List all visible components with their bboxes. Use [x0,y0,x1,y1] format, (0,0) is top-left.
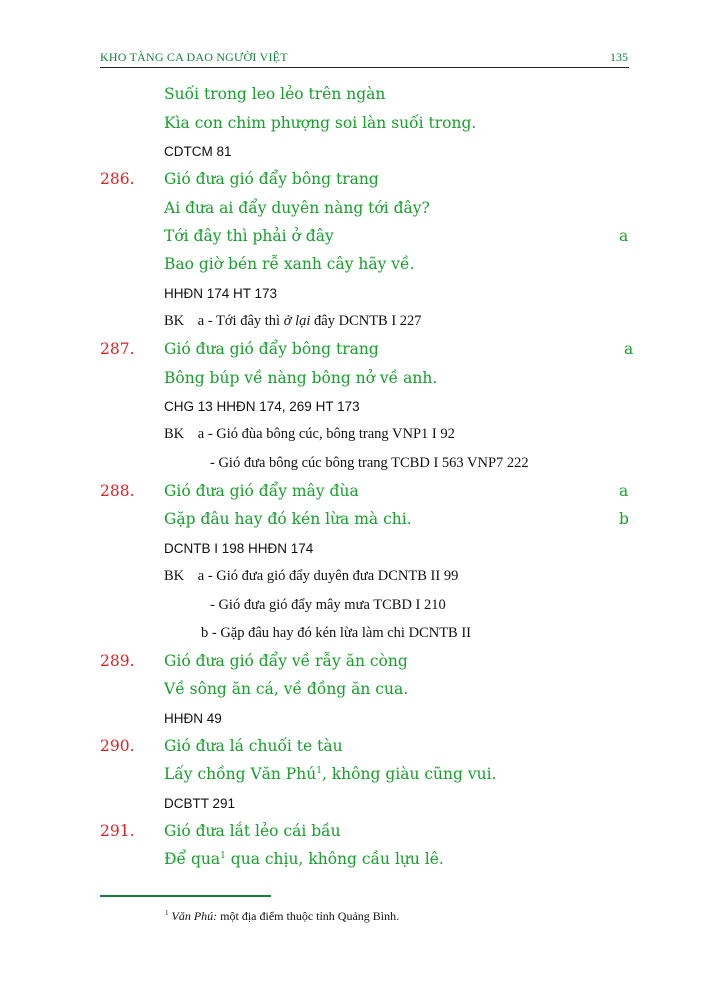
verse-line: Gió đưa gió đẩy bông trang [164,170,379,188]
verse-line [164,765,496,783]
source-reference: HHĐN 174 HT 173 [164,286,278,301]
header-divider [100,67,629,68]
verse-line: Ai đưa ai đẩy duyên nàng tới đây? [164,199,430,217]
entry-number: 287. [100,340,135,358]
verse-text: Để qua [164,850,221,868]
variant-label: BK [164,313,185,329]
source-reference: HHĐN 49 [164,711,222,726]
footnote-number: 1 [165,909,169,917]
source-reference: CDTCM 81 [164,144,232,159]
entry-number: 289. [100,652,135,670]
entry-number: 286. [100,170,135,188]
verse-line: Về sông ăn cá, về đồng ăn cua. [164,680,409,698]
page-number: 135 [610,50,628,64]
footnote-term: Văn Phú: [171,909,218,923]
verse-text: qua chịu, không cầu lựu lê. [225,850,444,868]
verse-line: Kìa con chim phượng soi làn suối trong. [164,114,477,132]
footnote-marker: 1 [220,850,226,861]
variant-note: - Gió đưa gió đẩy mây mưa TCBD I 210 [210,597,446,613]
verse-line: Gió đưa gió đẩy mây đùa [164,482,359,500]
variant-text: a - Tới đây thì [197,313,281,329]
source-reference: CHG 13 HHĐN 174, 269 HT 173 [164,399,360,414]
verse-line: Tới đây thì phải ở đây [164,227,334,245]
running-header-title: KHO TÀNG CA DAO NGƯỜI VIỆT [100,50,288,64]
footnote-divider [100,895,271,897]
verse-line: Gió đưa lá chuối te tàu [164,737,343,755]
variant-text: a - Gió đùa bông cúc, bông trang VNP1 I 92 [197,426,455,442]
verse-text: Lấy chồng Văn Phú [164,765,317,783]
variant-marker: b [619,510,629,528]
variant-marker: a [624,340,634,358]
verse-text: , không giàu cũng vui. [321,765,497,783]
variant-note [164,313,422,330]
footnote-marker: 1 [316,765,322,776]
variant-text: a - Gió đưa gió đẩy duyên đưa DCNTB II 99 [197,568,459,584]
variant-italic-text: ở lại [283,313,311,329]
verse-line: Gió đưa lắt lẻo cái bầu [164,822,341,840]
footnote-text: một địa điểm thuộc tỉnh Quảng Bình. [217,909,400,923]
entry-number: 291. [100,822,135,840]
variant-note [164,568,458,585]
source-reference: DCBTT 291 [164,796,236,811]
source-reference: DCNTB I 198 HHĐN 174 [164,541,314,556]
verse-line: Bao giờ bén rễ xanh cây hãy về. [164,255,415,273]
variant-text: đây DCNTB I 227 [314,313,422,329]
verse-line: Suối trong leo lẻo trên ngàn [164,85,386,103]
variant-marker: a [619,482,629,500]
variant-note: - Gió đưa bông cúc bông trang TCBD I 563 VNP7 222 [210,455,529,471]
verse-line: Gió đưa gió đẩy về rẫy ăn còng [164,652,408,670]
variant-label: BK [164,426,185,442]
variant-note [164,426,455,443]
variant-marker: a [619,227,629,245]
variant-label: BK [164,568,185,584]
verse-line: Gặp đâu hay đó kén lừa mà chi. [164,510,412,528]
variant-note: b - Gặp đâu hay đó kén lừa làm chi DCNTB II [201,625,471,641]
verse-line: Bông búp về nàng bông nở về anh. [164,369,438,387]
footnote [165,909,399,924]
entry-number: 288. [100,482,135,500]
verse-line: Gió đưa gió đẩy bông trang [164,340,379,358]
entry-number: 290. [100,737,135,755]
verse-line [164,850,444,868]
